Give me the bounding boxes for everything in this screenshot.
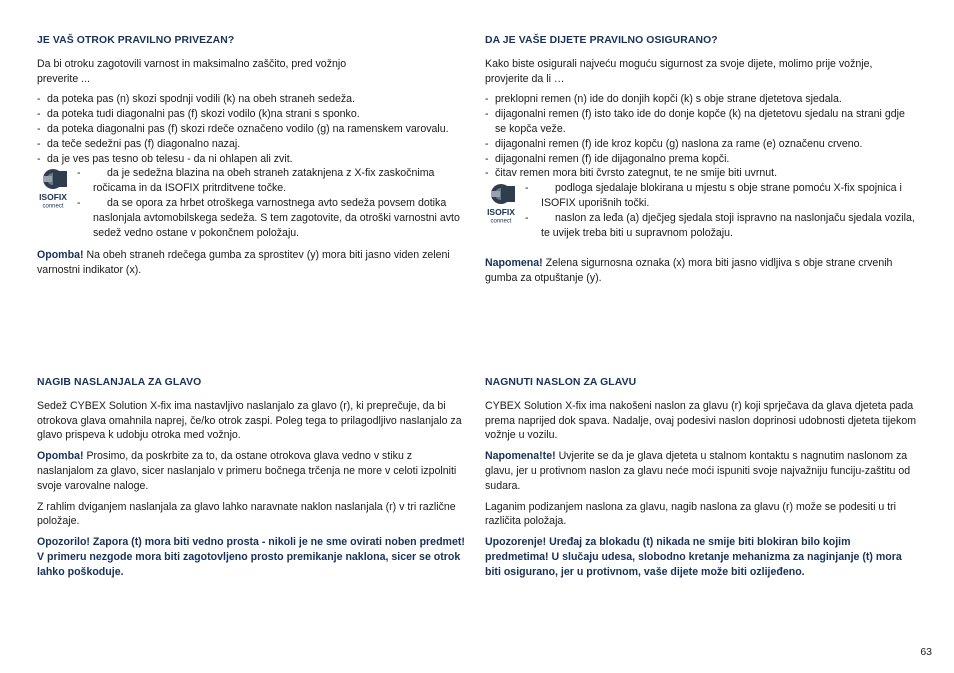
check-list — [37, 92, 469, 166]
intro-text: Da bi otroku zagotovili varnost in maksimalno zaščito, pred vožnjo preverite ... — [37, 57, 347, 85]
svg-text:ISOFIX: ISOFIX — [39, 192, 67, 203]
list-item: - čitav remen mora biti čvrsto zategnut, te ne smije biti uvrnut. — [485, 166, 917, 181]
list-item: - preklopni remen (n) ide do donjih kopči (k) s obje strane djetetova sjedala. — [485, 92, 917, 107]
note-paragraph: Opomba! Prosimo, da poskrbite za to, da ostane otrokova glava vedno v stiku z naslanjalom za glavo, sicer naslanjalo v primeru bočnega trčenja ne more v celoti izpolniti svoje varovalne naloge. — [37, 450, 457, 492]
note-paragraph: Napomena! Zelena sigurnosna oznaka (x) mora biti jasno vidljiva s obje strane crvenih gumba za otpuštanje (y). — [485, 257, 893, 285]
note-paragraph: Napomena!te! Uvjerite se da je glava djeteta u stalnom kontaktu s nagnutim naslonom za glavu, jer u protivnom naslon za glavu neće moći ispuniti svoje najvažniju funciju-zaštitu od sudara. — [485, 450, 911, 492]
section-slovenian-harness-check — [37, 34, 469, 284]
list-item: - da se opora za hrbet otroškega varnostnega avto sedeža povsem dotika naslonjala avtomobilskega sedeža. S tem zagotovite, da otroški varnostni avto sedež vedno ostane v pokončnem položaju. — [77, 196, 469, 240]
list-item: - da poteka pas (n) skozi spodnji vodili (k) na obeh straneh sedeža. — [37, 92, 469, 107]
note-label: Opomba! — [37, 450, 84, 463]
note-label: Opomba! — [37, 249, 84, 262]
list-item: - da je sedežna blazina na obeh straneh zataknjena z X-fix zaskočnima ročicama in da ISOFIX pritrditvene točke. — [77, 166, 469, 196]
section-heading: NAGNUTI NASLON ZA GLAVU — [485, 377, 637, 388]
warning-paragraph: Opozorilo! Zapora (t) mora biti vedno prosta - nikoli je ne sme ovirati noben predmet! V primeru nezgode mora biti zagotovljeno prosto premikanje naklona, sicer se otrok lahko poškoduje. — [37, 536, 465, 578]
list-item: - dijagonalni remen (f) ide dijagonalno prema kopči. — [485, 152, 917, 167]
paragraph: Laganim podizanjem naslona za glavu, nagib naslona za glavu (r) može se podesiti u tri različita položaja. — [485, 500, 897, 528]
isofix-check-list — [525, 181, 917, 240]
isofix-block — [37, 166, 469, 240]
section-croatian-harness-check — [485, 34, 917, 292]
list-item: - da poteka tudi diagonalni pas (f) skozi vodilo (k)na strani s sponko. — [37, 107, 469, 122]
warning-paragraph: Upozorenje! Uređaj za blokadu (t) nikada ne smije biti blokiran bilo kojim predmetima! U slučaju udesa, slobodno kretanje mehanizma za naginjanje (t) mora biti osigurano, jer u protivnom, vaše dijete može biti ozlijeđeno. — [485, 536, 902, 578]
isofix-connect-logo-icon — [37, 168, 69, 210]
list-item: - dijagonalni remen (f) ide kroz kopču (g) naslona za rame (e) označenu crveno. — [485, 137, 917, 152]
list-item: - da poteka diagonalni pas (f) skozi rdeče označeno vodilo (g) na ramenskem varovalu. — [37, 122, 469, 137]
note-label: Napomena!te! — [485, 450, 556, 463]
paragraph: CYBEX Solution X-fix ima nakošeni naslon za glavu (r) koji sprječava da glava djeteta pada prema naprijed dok spava. Nadalje, ovaj podesivi naslon doprinosi udobnosti djeteta tijekom vožnje u vozilu. — [485, 399, 917, 442]
svg-text:connect: connect — [490, 218, 512, 225]
section-heading: NAGIB NASLANJALA ZA GLAVO — [37, 377, 202, 388]
isofix-block — [485, 181, 917, 240]
note-paragraph: Opomba! Na obeh straneh rdečega gumba za sprostitev (y) mora biti jasno viden zeleni varnostni indikator (x). — [37, 249, 450, 277]
note-label: Napomena! — [485, 257, 543, 270]
list-item: - naslon za leđa (a) dječjeg sjedala stoji ispravno na naslonjaču sjedala vozila, te uvijek treba biti u supravnom položaju. — [525, 211, 917, 241]
list-item: - da teče sedežni pas (f) diagonalno nazaj. — [37, 137, 469, 152]
list-item: - da je ves pas tesno ob telesu - da ni ohlapen ali zvit. — [37, 152, 469, 167]
isofix-check-list — [77, 166, 469, 240]
section-slovenian-headrest — [37, 376, 469, 586]
svg-text:ISOFIX: ISOFIX — [487, 207, 515, 218]
intro-text: Kako biste osigurali najveću moguću sigurnost za svoje dijete, molimo prije vožnje, provjerite da li … — [485, 57, 873, 85]
paragraph: Z rahlim dviganjem naslanjala za glavo lahko naravnate naklon naslanjala (r) v tri različne položaje. — [37, 500, 456, 528]
page-number: 63 — [920, 646, 932, 658]
check-list — [485, 92, 917, 181]
paragraph: Sedež CYBEX Solution X-fix ima nastavljivo naslanjalo za glavo (r), ki preprečuje, da bi otrokova glava omahnila naprej, če/ko otrok zaspi. Poleg tega to prilagodljivo naslanjalo za glavo prispeva k udobju otroka med vožnjo. — [37, 399, 462, 442]
section-heading: DA JE VAŠE DIJETE PRAVILNO OSIGURANO? — [485, 35, 718, 46]
section-croatian-headrest — [485, 376, 917, 586]
isofix-connect-logo-icon — [485, 183, 517, 225]
list-item: - podloga sjedalaje blokirana u mjestu s obje strane pomoću X-fix spojnica i ISOFIX uporišnih točki. — [525, 181, 917, 211]
svg-text:connect: connect — [42, 203, 64, 210]
section-heading: JE VAŠ OTROK PRAVILNO PRIVEZAN? — [37, 35, 235, 46]
list-item: - dijagonalni remen (f) isto tako ide do donje kopče (k) na djetetovu sjedalu na strani gdje se kopča veže. — [485, 107, 917, 137]
